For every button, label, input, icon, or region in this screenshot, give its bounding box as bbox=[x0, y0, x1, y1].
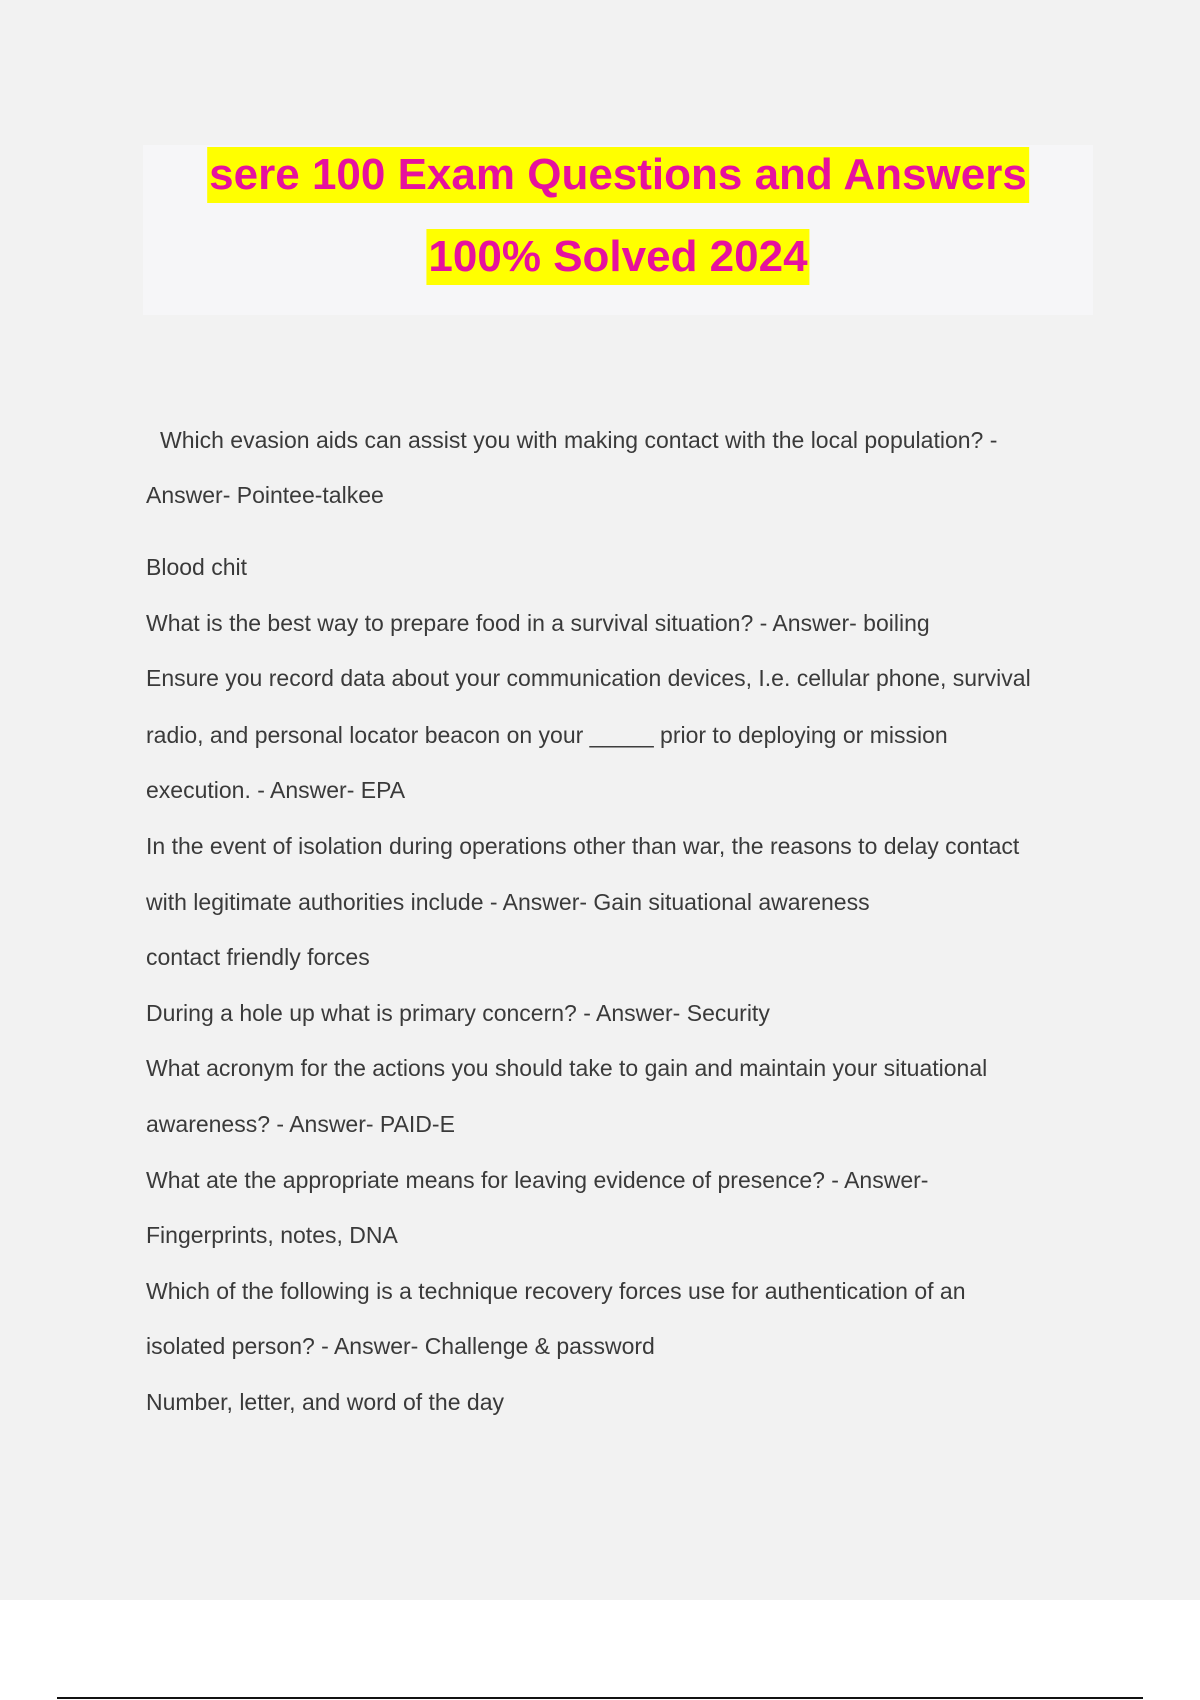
text-line: with legitimate authorities include - Answer- Gain situational awareness bbox=[146, 889, 870, 915]
text-line: Which evasion aids can assist you with making contact with the local population? - bbox=[160, 427, 998, 453]
text-line: What ate the appropriate means for leaving evidence of presence? - Answer- bbox=[146, 1167, 929, 1193]
text-line: Number, letter, and word of the day bbox=[146, 1389, 504, 1415]
text-line: contact friendly forces bbox=[146, 944, 370, 970]
text-line: awareness? - Answer- PAID-E bbox=[146, 1111, 455, 1137]
text-line: execution. - Answer- EPA bbox=[146, 777, 406, 803]
text-line: Which of the following is a technique recovery forces use for authentication of an bbox=[146, 1278, 966, 1304]
text-line: Ensure you record data about your communication devices, I.e. cellular phone, survival bbox=[146, 665, 1031, 691]
text-line: What acronym for the actions you should take to gain and maintain your situational bbox=[146, 1055, 988, 1081]
text-line: Fingerprints, notes, DNA bbox=[146, 1222, 398, 1248]
text-line: During a hole up what is primary concern? - Answer- Security bbox=[146, 1000, 770, 1026]
title-box bbox=[143, 145, 1093, 315]
text-line: radio, and personal locator beacon on your _____ prior to deploying or mission bbox=[146, 722, 948, 748]
footer-divider bbox=[57, 1697, 1143, 1699]
text-line: What is the best way to prepare food in a survival situation? - Answer- boiling bbox=[146, 610, 930, 636]
text-line: Blood chit bbox=[146, 554, 248, 580]
text-line: Answer- Pointee-talkee bbox=[146, 482, 384, 508]
document-title-line-1: sere 100 Exam Questions and Answers bbox=[207, 147, 1029, 203]
text-line: In the event of isolation during operations other than war, the reasons to delay contact bbox=[146, 833, 1020, 859]
document-title-line-2: 100% Solved 2024 bbox=[426, 229, 809, 285]
text-line: isolated person? - Answer- Challenge & password bbox=[146, 1333, 655, 1359]
